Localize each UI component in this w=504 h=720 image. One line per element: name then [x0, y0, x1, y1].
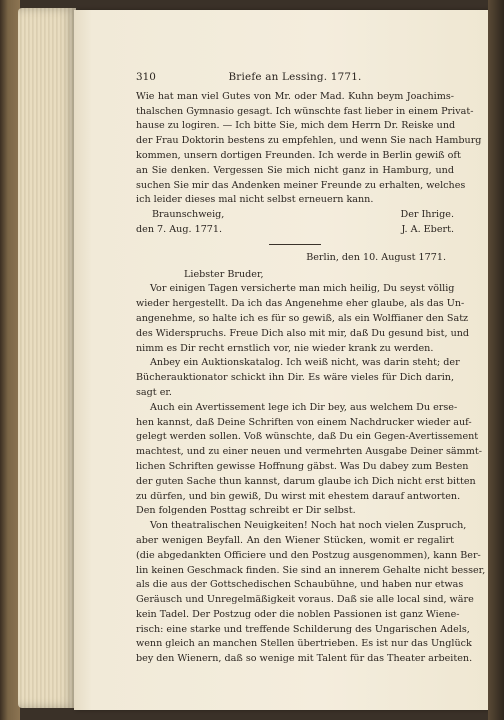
text-line: der Frau Doktorin bestens zu empfehlen, und wenn Sie nach Hamburg: [136, 135, 482, 147]
text-line: hen kannst, daß Deine Schriften von einem Nachdrucker wieder auf-: [136, 416, 472, 428]
text-line: Anbey ein Auktionskatalog. Ich weiß nicht, was darin steht; der: [150, 357, 460, 369]
text-line: ich leider dieses mal nicht selbst erneuern kann.: [136, 194, 374, 206]
text-line: Geräusch und Unregelmäßigkeit voraus. Daß sie alle local sind, wäre: [136, 594, 474, 606]
text-line: Von theatralischen Neuigkeiten! Noch hat noch vielen Zuspruch,: [150, 520, 467, 532]
letter-signature: J. A. Ebert.: [401, 223, 454, 235]
text-line: der guten Sache thun kannst, darum glaube ich Dich nicht erst bitten: [136, 475, 476, 487]
closing-row: [136, 208, 454, 223]
text-line: zu dürfen, und bin gewiß, Du wirst mit ehestem darauf antworten.: [136, 490, 461, 502]
page-number: 310: [136, 71, 156, 83]
text-line: machtest, und zu einer neuen und vermehrten Ausgabe Deiner sämmt-: [136, 446, 482, 458]
letter-date: den 7. Aug. 1771.: [136, 223, 223, 235]
text-line: kein Tadel. Der Postzug oder die noblen Passionen ist ganz Wiene-: [136, 608, 460, 620]
text-line: gelegt werden sollen. Voß wünschte, daß Du ein Gegen-Avertissement: [136, 431, 479, 443]
text-line: nimm es Dir recht ernstlich vor, nie wieder krank zu werden.: [136, 342, 434, 354]
letter-closing: Der Ihrige.: [400, 209, 454, 221]
text-line: des Widerspruchs. Freue Dich also mit mir, daß Du gesund bist, und: [136, 327, 470, 339]
running-header: [136, 70, 454, 85]
text-line: (die abgedankten Officiere und den Postzug ausgenommen), kann Ber-: [136, 549, 481, 561]
text-line: wieder hergestellt. Da ich das Angenehme eher glaube, als das Un-: [136, 298, 465, 310]
text-line: Den folgenden Posttag schreibt er Dir selbst.: [136, 505, 356, 517]
page-text: [136, 70, 486, 667]
signature-row: [136, 223, 454, 238]
text-line: lin keinen Geschmack finden. Sie sind an innerem Gehalte nicht besser,: [136, 564, 486, 576]
text-line: hause zu logiren. — Ich bitte Sie, mich dem Herrn Dr. Reiske und: [136, 120, 456, 132]
text-line: thalschen Gymnasio gesagt. Ich wünschte fast lieber in einem Privat-: [136, 105, 474, 117]
letter-place: Braunschweig,: [152, 209, 225, 221]
text-line: risch: eine starke und treffende Schilderung des Ungarischen Adels,: [136, 623, 470, 635]
text-line: kommen, unsern dortigen Freunden. Ich werde in Berlin gewiß oft: [136, 149, 461, 161]
text-line: wenn gleich an manchen Stellen übertrieben. Es ist nur das Unglück: [136, 638, 472, 650]
page-edges: [18, 8, 76, 708]
text-line: bey den Wienern, daß so wenige mit Talent für das Theater arbeiten.: [136, 653, 473, 665]
text-line: suchen Sie mir das Andenken meiner Freunde zu erhalten, welches: [136, 179, 466, 191]
text-line: Bücherauktionator schickt ihn Dir. Es wäre vieles für Dich darin,: [136, 372, 454, 384]
text-line: lichen Schriften gewisse Hoffnung gäbst. Was Du dabey zum Besten: [136, 460, 469, 472]
letter-salutation: Liebster Bruder,: [184, 268, 264, 280]
running-title: Briefe an Lessing. 1771.: [228, 71, 362, 83]
paragraph: [136, 401, 482, 519]
text-line: Auch ein Avertissement lege ich Dir bey, aus welchem Du erse-: [150, 401, 458, 413]
letter-dateline: Berlin, den 10. August 1771.: [306, 251, 446, 263]
paragraph: [136, 282, 470, 356]
letter-ebert: [136, 90, 482, 238]
paragraph: [136, 356, 460, 400]
text-line: Vor einigen Tagen versicherte man mich heilig, Du seyst völlig: [150, 283, 455, 295]
text-line: sagt er.: [136, 386, 172, 398]
text-line: Wie hat man viel Gutes von Mr. oder Mad. Kuhn beym Joachims-: [136, 90, 454, 102]
separator-rule: [269, 244, 321, 245]
book-cover-left: [0, 0, 20, 720]
letter-bruder: [136, 251, 486, 667]
book-cover-right: [488, 0, 504, 720]
text-line: angenehme, so halte ich es für so gewiß, als ein Wolffianer den Satz: [136, 312, 469, 324]
text-line: aber wenigen Beyfall. An den Wiener Stücken, womit er regalirt: [136, 534, 454, 546]
text-line: als die aus der Gottschedischen Schaubühne, und haben nur etwas: [136, 579, 464, 591]
text-line: an Sie denken. Vergessen Sie mich nicht ganz in Hamburg, und: [136, 164, 454, 176]
paragraph: [136, 519, 486, 667]
